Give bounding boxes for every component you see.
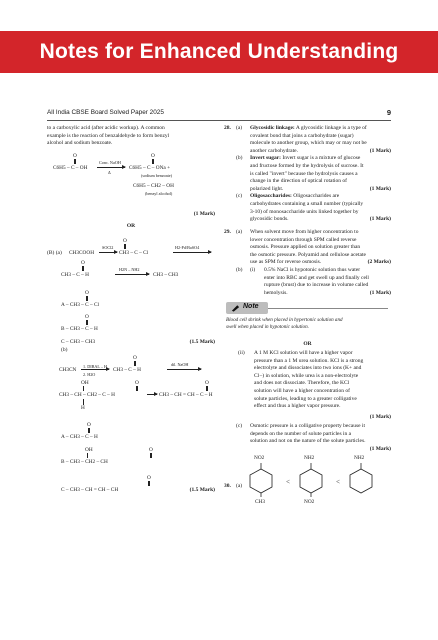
or-separator: OR	[303, 341, 312, 347]
intro-line: example is the reaction of benzaldehyde to form benzyl	[47, 132, 170, 139]
double-bond	[124, 244, 127, 249]
part-label: (c)	[236, 193, 243, 200]
product: C6H5 – CH2 – OH	[133, 183, 174, 189]
bond	[83, 386, 84, 391]
note-tag	[226, 302, 268, 314]
product: C6H5 – C – ONa +	[129, 165, 171, 171]
reagent: dil. NaOH	[171, 362, 189, 367]
mark: (1.5 Mark)	[189, 487, 215, 493]
product-note: (benzyl alcohol)	[145, 191, 173, 196]
or-separator: OR	[126, 223, 136, 229]
substituent: NO2	[304, 499, 315, 505]
double-bond	[86, 320, 89, 325]
answer-c	[250, 193, 391, 201]
note-line: Blood cell shrink when placed in hypertonic solution and	[226, 317, 343, 323]
part-label: (B) (a)	[47, 250, 62, 256]
mark: (1 Mark)	[193, 211, 215, 217]
carbonyl-o: O	[87, 422, 91, 428]
text-line: lower concentration through SPM called reverse	[250, 236, 357, 243]
text-line: solute particles, leading to a greater colligative	[254, 395, 357, 402]
text-line: rupture (brust) due to increase in volume called	[264, 282, 369, 289]
bond	[87, 453, 88, 458]
note-rule	[268, 308, 388, 309]
term: Invert sugar:	[250, 155, 282, 162]
page-header	[47, 107, 391, 119]
text-line: Cl−) in solution, while urea is a non-electrolyte	[254, 372, 359, 379]
text-line: the osmotic pressure. Polyamid and cellulose acetate	[250, 251, 366, 258]
benzene-ring-icon	[298, 463, 324, 497]
carbonyl-o: O	[135, 380, 139, 386]
double-bond	[148, 481, 151, 486]
text-line: Oligosaccharides are	[293, 193, 340, 200]
text-line: polarized light.	[250, 185, 284, 192]
text-line: Invert sugar is a mixture of glucose	[282, 155, 361, 162]
term: Oligosaccharides:	[250, 193, 292, 200]
text-line: use as SPM for reverse osmosis.	[250, 259, 322, 266]
carbonyl-o: O	[151, 153, 155, 159]
mark: (1 Mark)	[369, 289, 391, 296]
header-rule	[47, 120, 391, 121]
note-box	[224, 300, 391, 338]
answer-b	[250, 155, 391, 163]
less-than: <	[286, 478, 290, 486]
double-bond	[74, 159, 77, 164]
product: CH3 – C – H	[61, 272, 89, 278]
answer-b: B – CH3 – CH2 – CH	[61, 459, 108, 465]
hydroxyl: OH	[81, 380, 89, 386]
mark: (1 Mark)	[369, 414, 391, 420]
product-note: (sodium benzoate)	[141, 173, 173, 178]
text-line: change in the direction of optical rotation of	[250, 178, 347, 185]
reaction-arrow	[167, 369, 201, 370]
double-bond	[136, 386, 139, 391]
text-line: carbohydrates containing a small number (typically	[250, 201, 364, 207]
carbonyl-o: O	[149, 447, 153, 453]
book-page	[47, 107, 391, 607]
reagent: Conc. NaOH	[99, 160, 121, 165]
answer-b: B – CH3 – C – H	[61, 326, 98, 332]
substituent: NH2	[304, 455, 315, 461]
mark: (1.5 Mark)	[189, 339, 215, 345]
part-label: (a)	[236, 229, 243, 235]
text-line: 0.5% NaCl is hypotonic solution thus water	[264, 267, 361, 273]
text-line: enter into RBC and get swell up and finally cell	[264, 274, 369, 281]
reagent: H2N – NH2	[119, 267, 140, 272]
text-line: 3-10) of monosaccharide units linked together by	[250, 208, 359, 215]
text-line: Osmotic pressure is a colligative property because it	[250, 423, 366, 429]
question-number: 29.	[224, 229, 231, 235]
part-label: (c)	[236, 423, 243, 429]
reactant: CH3CN	[59, 367, 77, 373]
question-number: 28.	[224, 125, 231, 131]
mark: (2 Marks)	[367, 259, 391, 266]
text-line: depends on the number of solute particles in a	[250, 430, 352, 437]
text-line: osmosis. Pressure applied on solution greater than	[250, 244, 361, 251]
reaction-arrow	[147, 394, 157, 395]
part-label: (ii)	[238, 350, 245, 356]
intro-line: alcohol and sodium benzoate.	[47, 140, 113, 147]
note-label: Note	[243, 303, 259, 310]
banner-title: Notes for Enhanced Understanding	[39, 40, 399, 63]
text-line: A glycosidic linkage is a type of	[295, 125, 367, 131]
text-line: and does not dissociate. Therefore, the KCl	[254, 380, 350, 387]
answer-c: C – CH3 – CH = CH – CH	[61, 487, 119, 493]
double-bond	[88, 428, 91, 433]
question-number: 30.	[224, 483, 231, 489]
text-line: another carbohydrate.	[250, 147, 298, 154]
answer-a	[250, 125, 391, 133]
reactant: CH3COOH	[69, 250, 95, 256]
mark: (1 Mark)	[369, 446, 391, 452]
reaction-arrow	[97, 167, 125, 168]
reaction-arrow	[173, 252, 211, 253]
page-number: 9	[386, 108, 391, 117]
answer-a: A – CH3 – C – H	[61, 434, 98, 440]
benzene-ring-icon	[248, 463, 274, 497]
part-label: (b)	[236, 155, 243, 162]
text-line: glycosidic bonds.	[250, 216, 289, 223]
carbonyl-o: O	[85, 314, 89, 320]
double-bond	[134, 361, 137, 366]
product: CH3 – C – H	[113, 367, 141, 373]
text-line: solution will have a higher concentration of	[254, 388, 350, 394]
text-line: When solvent move from higher concentration to	[250, 229, 359, 235]
substituent: NH2	[354, 455, 365, 461]
reagent: 1. DIBAL – H	[83, 364, 108, 369]
text-line: molecule to another group, which may or may not be	[250, 140, 367, 147]
hydroxyl: OH	[85, 447, 93, 453]
reagent: Δ	[108, 170, 111, 175]
carbonyl-o: O	[205, 380, 209, 386]
answer-c: C – CH3 – CH3	[61, 339, 96, 345]
reagent: H2-Pd/BaSO4	[175, 245, 200, 250]
text-line: effect and thus a higher vapor pressure.	[254, 403, 341, 410]
crotonaldehyde: CH3 – CH = CH – C – H	[159, 392, 213, 398]
intro-line: to a carboxylic acid (after acidic workup). A common	[47, 125, 165, 131]
term: Glycosidic linkage:	[250, 125, 295, 131]
hydrogen: H	[81, 405, 85, 411]
note-line: swell when placed in hypotonic solution.	[226, 324, 309, 330]
double-bond	[82, 266, 85, 271]
part-label: (i)	[250, 267, 256, 273]
text-line: is called "invert" because the hydrolysis causes a	[250, 170, 358, 177]
carbonyl-o: O	[123, 238, 127, 244]
text-line: pressure than a 1 M urea solution. KCl is a strong	[254, 357, 364, 364]
carbonyl-o: O	[147, 475, 151, 481]
aldol-product: CH3 – CH – CH2 – C – H	[59, 392, 115, 398]
reactant: C6H5 – C – OH	[53, 165, 88, 171]
mark: (1 Mark)	[369, 216, 391, 223]
running-head: All India CBSE Board Solved Paper 2025	[47, 109, 164, 116]
answer-a: A – CH3 – C – Cl	[61, 302, 99, 308]
part-label: (a)	[236, 483, 243, 489]
text-line: solution and not on the nature of the solute particles.	[250, 438, 366, 445]
reaction-arrow	[115, 274, 149, 275]
substituent: NO2	[254, 455, 265, 461]
benzene-ring-icon	[348, 463, 374, 497]
banner-bar	[0, 31, 438, 73]
carbonyl-o: O	[81, 260, 85, 266]
pencil-icon	[231, 304, 240, 312]
reagent: 2. H2O	[83, 372, 96, 377]
substituent: CH3	[255, 499, 266, 505]
double-bond	[150, 453, 153, 458]
less-than: <	[336, 478, 340, 486]
final-product: CH3 – CH3	[153, 272, 179, 278]
carbonyl-o: O	[133, 355, 137, 361]
reagent: SOCl2	[102, 245, 114, 250]
text-line: covalent bond that joins a carbohydrate (sugar)	[250, 132, 354, 139]
text-line: A 1 M KCl solution will have a higher vapor	[254, 350, 353, 356]
mark: (1 Mark)	[369, 185, 391, 192]
part-label: (b)	[61, 347, 68, 353]
double-bond	[86, 296, 89, 301]
carbonyl-o: O	[73, 153, 77, 159]
intermediate: CH3 – C – Cl	[119, 250, 149, 256]
carbonyl-o: O	[85, 290, 89, 296]
double-bond	[206, 386, 209, 391]
double-bond	[152, 159, 155, 164]
banner	[0, 0, 438, 84]
part-label: (a)	[236, 125, 243, 131]
reaction-arrow	[81, 369, 109, 370]
part-label: (b)	[236, 267, 243, 273]
mark: (1 Mark)	[369, 147, 391, 154]
reaction-arrow	[99, 252, 117, 253]
text-line: hemolysis.	[264, 289, 288, 296]
text-line: and fructose formed by the hydrolysis of sucrose. It	[250, 163, 364, 169]
note-text	[226, 317, 391, 331]
text-line: electrolyte and dissociates into two ions (K+ and	[254, 365, 362, 372]
